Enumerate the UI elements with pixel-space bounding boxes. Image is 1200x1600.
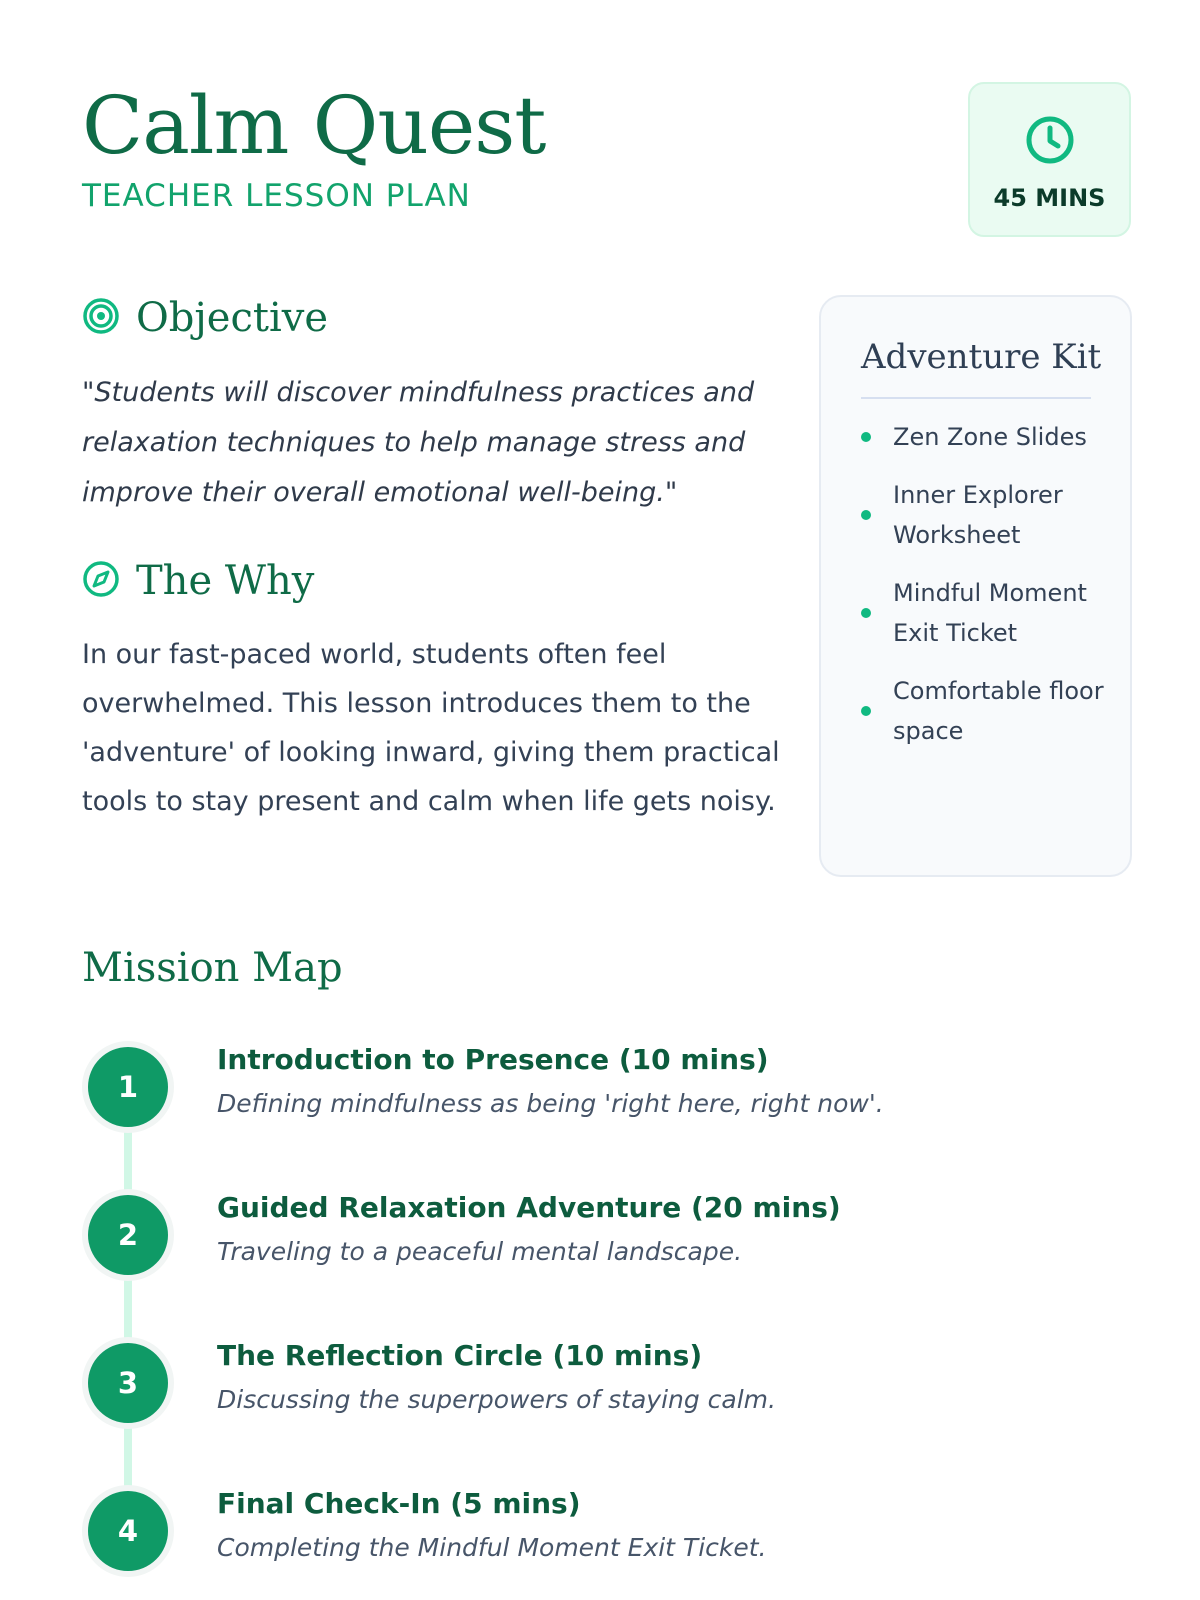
step-description: Completing the Mindful Moment Exit Ticket. (217, 1533, 767, 1562)
why-text: In our fast-paced world, students often feel overwhelmed. This lesson introduces them to the 'adventure' of looking inward, giving them practical tools to stay present and calm when life gets noisy. (82, 639, 780, 817)
why-heading-text: The Why (136, 558, 315, 604)
kit-list (861, 417, 1111, 769)
objective-heading (82, 295, 328, 341)
step-title: The Reflection Circle (10 mins) (217, 1339, 703, 1372)
step-description: Defining mindfulness as being 'right here, right now'. (217, 1089, 884, 1118)
kit-item (861, 417, 1111, 457)
clock-icon (1024, 114, 1076, 170)
kit-item-label: Mindful Moment Exit Ticket (893, 579, 1087, 647)
target-icon (82, 297, 120, 339)
kit-item-label: Zen Zone Slides (893, 423, 1087, 451)
step-title: Guided Relaxation Adventure (20 mins) (217, 1191, 841, 1224)
duration-label: 45 MINS (993, 184, 1106, 212)
objective-text: "Students will discover mindfulness practices and relaxation techniques to help manage stress and improve their overall emotional well-being." (82, 377, 755, 508)
bullet-icon (861, 432, 871, 442)
kit-item (861, 573, 1111, 653)
step-description: Traveling to a peaceful mental landscape. (217, 1237, 743, 1266)
step-connector (124, 1130, 132, 1194)
objective-heading-text: Objective (136, 295, 329, 341)
step-description: Discussing the superpowers of staying calm. (217, 1385, 776, 1414)
page-title: Calm Quest (82, 79, 546, 172)
mission-map-title: Mission Map (82, 945, 343, 991)
step-title: Introduction to Presence (10 mins) (217, 1043, 769, 1076)
step-number-badge: 4 (88, 1491, 168, 1571)
compass-icon (82, 560, 120, 602)
kit-item-label: Inner Explorer Worksheet (893, 481, 1063, 549)
kit-title: Adventure Kit (861, 337, 1102, 377)
kit-item (861, 671, 1111, 751)
page-subtitle: TEACHER LESSON PLAN (82, 178, 471, 214)
why-heading (82, 558, 314, 604)
bullet-icon (861, 706, 871, 716)
bullet-icon (861, 510, 871, 520)
kit-item-label: Comfortable floor space (893, 677, 1104, 745)
bullet-icon (861, 608, 871, 618)
kit-item (861, 475, 1111, 555)
duration-badge (968, 82, 1131, 237)
step-number-badge: 1 (88, 1047, 168, 1127)
step-number-badge: 2 (88, 1195, 168, 1275)
step-number-badge: 3 (88, 1343, 168, 1423)
step-connector (124, 1426, 132, 1490)
step-connector (124, 1278, 132, 1342)
kit-divider (861, 397, 1091, 399)
step-title: Final Check-In (5 mins) (217, 1487, 581, 1520)
adventure-kit-panel (819, 295, 1132, 877)
